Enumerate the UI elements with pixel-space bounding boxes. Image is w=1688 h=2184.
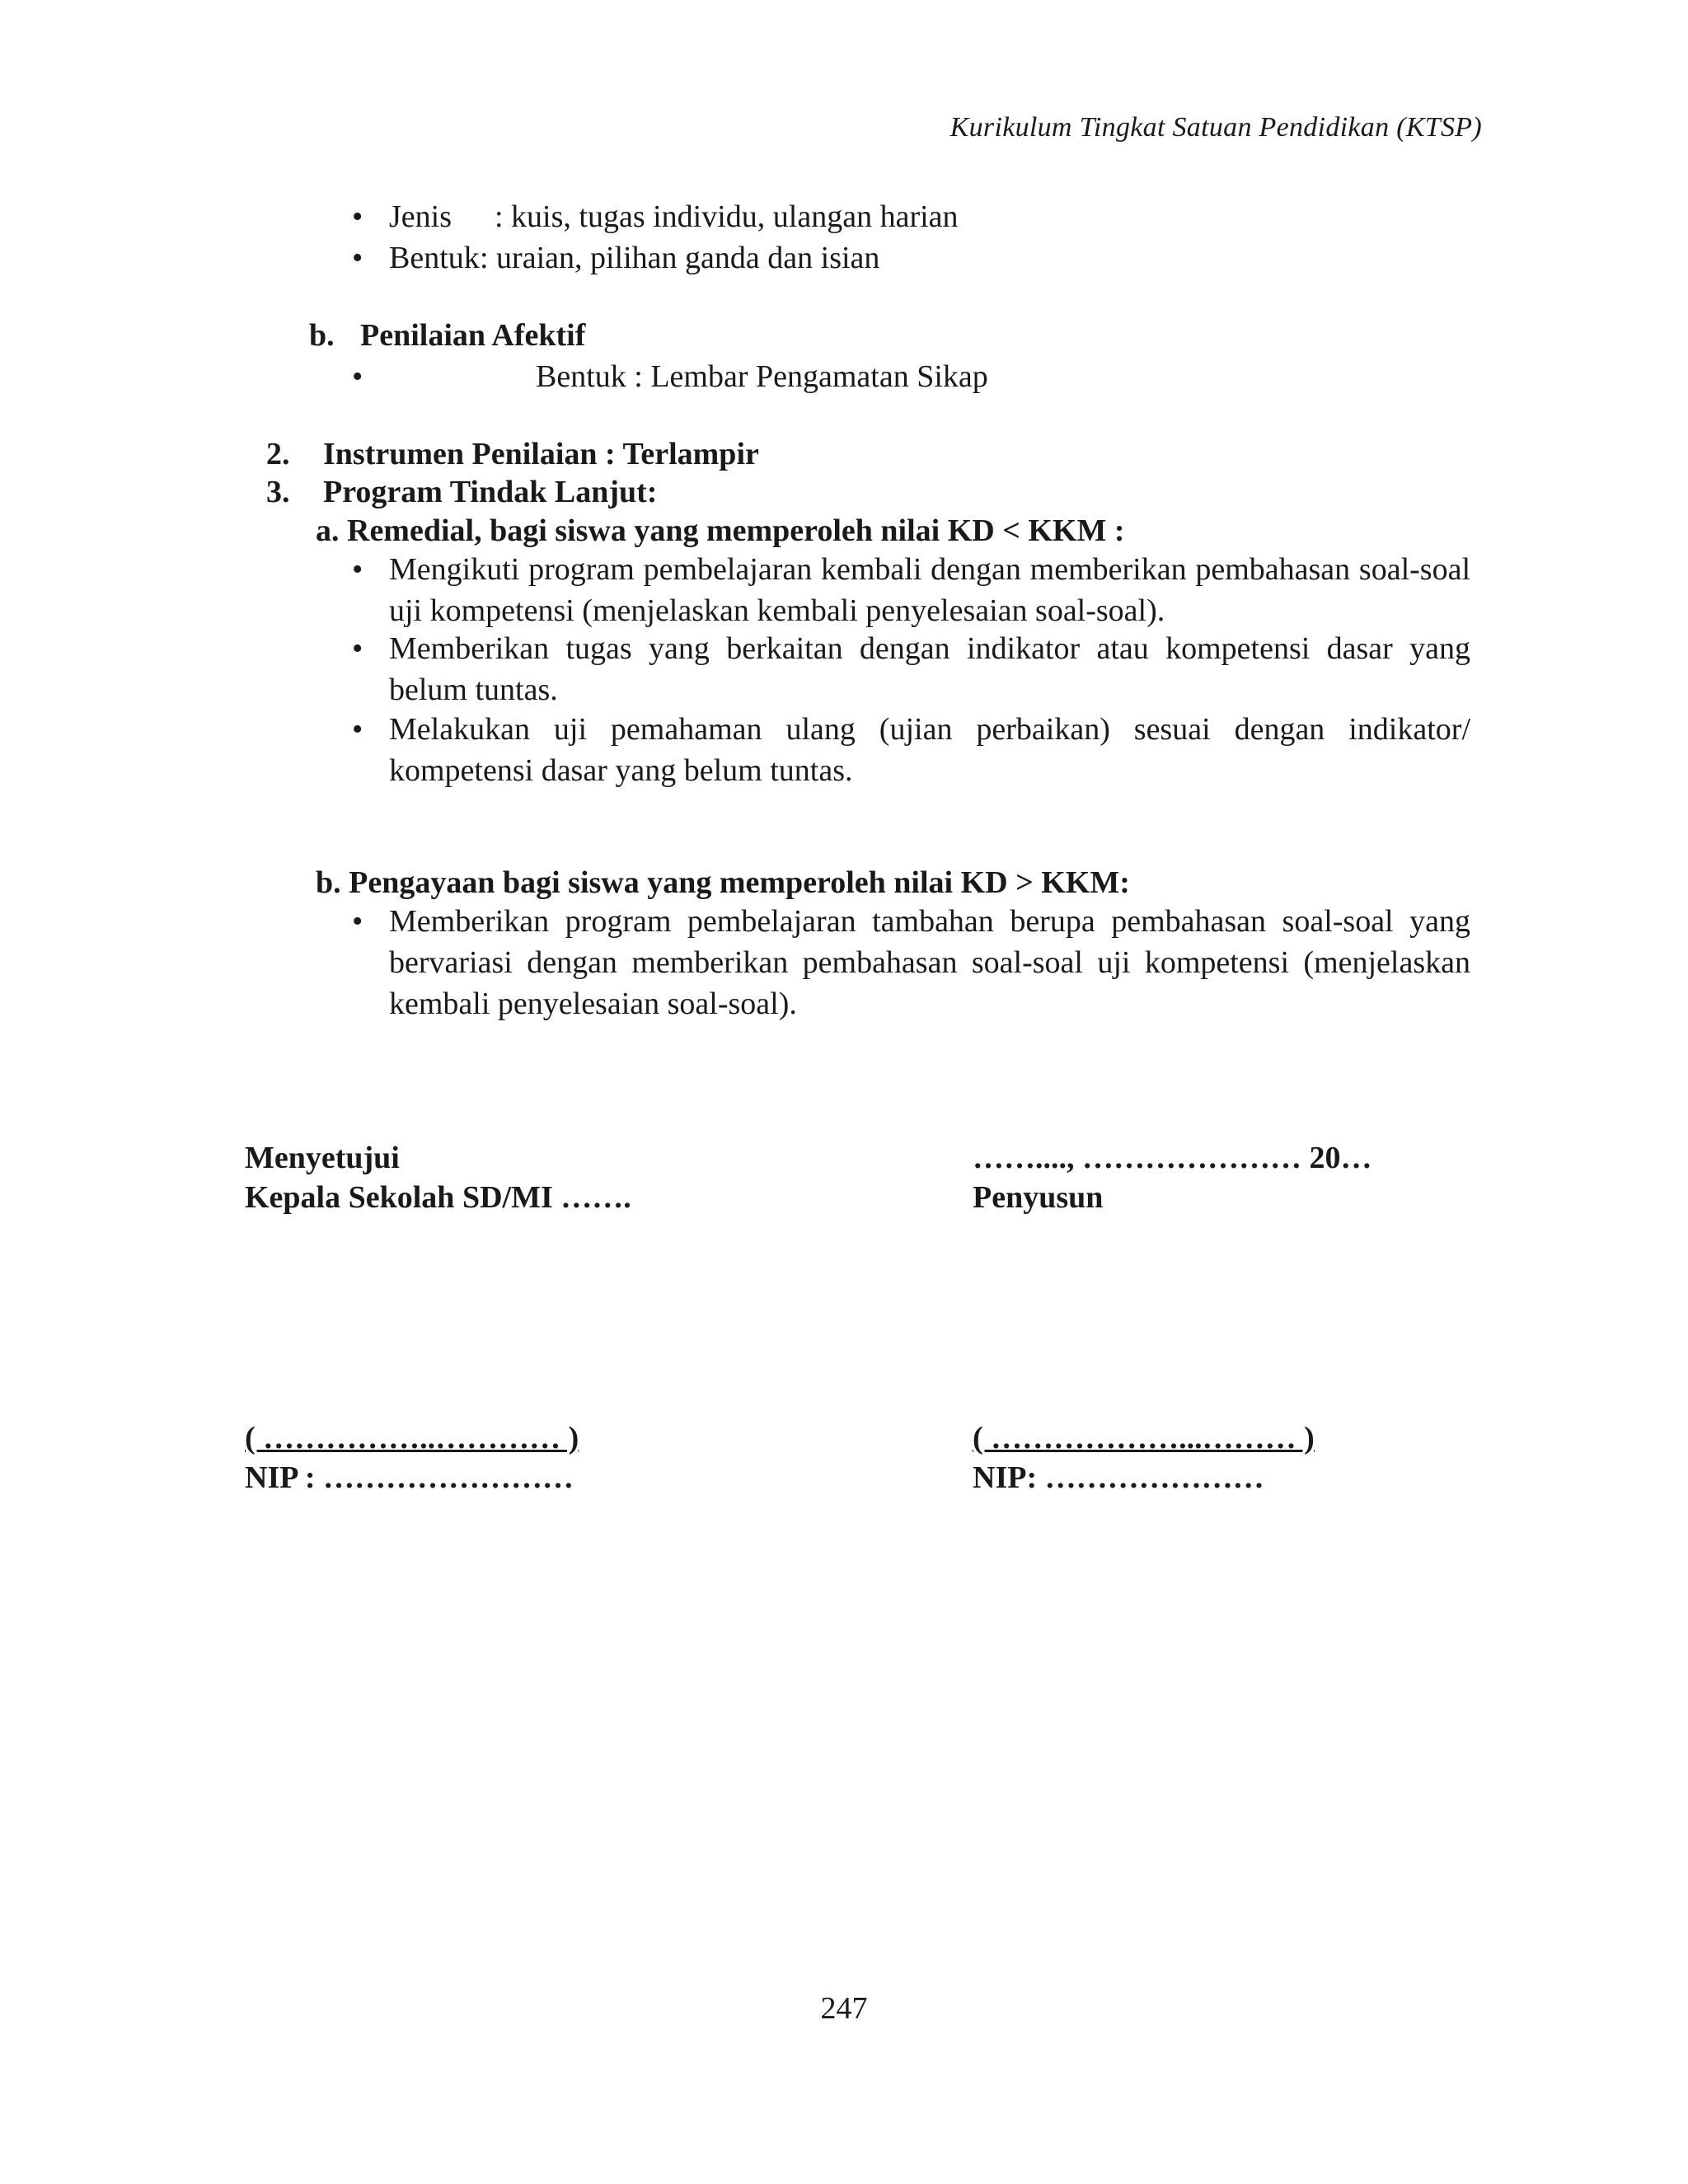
item-number: 2.	[266, 437, 290, 471]
item-text: Program Tindak Lanjut:	[323, 475, 658, 509]
signature-right-role: Penyusun	[973, 1180, 1104, 1215]
list-item-text: Memberikan tugas yang berkaitan dengan indikator atau kompetensi dasar yang belum tuntas.	[389, 631, 1470, 707]
section-marker: b.	[309, 318, 335, 353]
signature-left-nip: NIP : ……………………	[245, 1460, 574, 1495]
signature-place-date: ……...., ………………… 20…	[973, 1141, 1372, 1175]
signature-left-role: Kepala Sekolah SD/MI …….	[245, 1180, 631, 1215]
list-item-text: : uraian, pilihan ganda dan isian	[480, 241, 880, 275]
section-heading: a. Remedial, bagi siswa yang memperoleh nilai KD < KKM :	[316, 513, 1125, 548]
bullet-icon: •	[352, 904, 363, 939]
list-item-text: Bentuk : Lembar Pengamatan Sikap	[536, 359, 988, 394]
item-number: 3.	[266, 475, 290, 509]
list-item-text: Melakukan uji pemahaman ulang (ujian perbaikan) sesuai dengan indikator/ kompetensi dasar yang belum tuntas.	[389, 712, 1470, 788]
bullet-icon: •	[352, 241, 363, 275]
signature-left-title: Menyetujui	[245, 1141, 400, 1175]
list-item-text: : kuis, tugas individu, ulangan harian	[495, 199, 959, 234]
signature-left-name: ( ……………..………… )	[245, 1421, 579, 1455]
bullet-icon: •	[352, 199, 363, 234]
bullet-icon: •	[352, 631, 363, 666]
bullet-icon: •	[352, 552, 363, 587]
item-text: Instrumen Penilaian : Terlampir	[323, 437, 759, 471]
list-item-text: Mengikuti program pembelajaran kembali dengan memberikan pembahasan soal-soal uji kompetensi (menjelaskan kembali penyelesaian soal-soal).	[389, 552, 1470, 628]
section-heading: Penilaian Afektif	[360, 318, 586, 353]
bullet-icon: •	[352, 359, 363, 394]
signature-right-name: ( ………………...……… )	[973, 1421, 1315, 1455]
bullet-icon: •	[352, 712, 363, 747]
signature-right-nip: NIP: …………………	[973, 1460, 1264, 1495]
list-item-label: Jenis	[389, 199, 452, 234]
page-number: 247	[820, 1991, 868, 2026]
section-heading: b. Pengayaan bagi siswa yang memperoleh nilai KD > KKM:	[316, 865, 1130, 900]
running-header: Kurikulum Tingkat Satuan Pendidikan (KTSP)	[950, 112, 1482, 143]
list-item-label: Bentuk	[389, 241, 480, 275]
list-item-text: Memberikan program pembelajaran tambahan berupa pembahasan soal-soal yang bervariasi dengan memberikan pembahasan soal-soal uji kompetensi (menjelaskan kembali penyelesaian soal-soal).	[389, 904, 1470, 1021]
